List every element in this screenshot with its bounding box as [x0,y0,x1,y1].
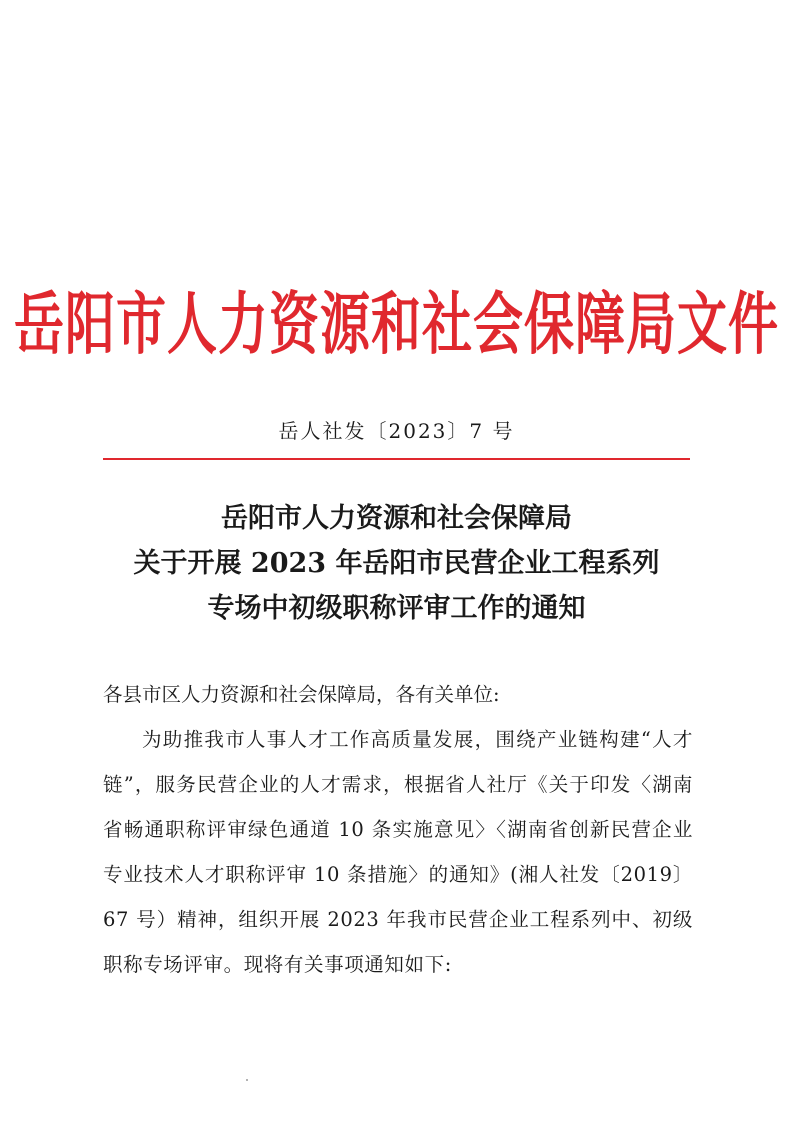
issuer-masthead: 岳阳市人力资源和社会保障局文件 [14,285,779,364]
title-line-2: 关于开展 2023 年岳阳市民营企业工程系列 [133,548,660,579]
notice-title [0,496,793,631]
document-number: 岳人社发〔2023〕7 号 [278,419,515,443]
red-divider-line [103,458,690,460]
title-line-1: 岳阳市人力资源和社会保障局 [221,503,572,534]
notice-body [103,672,693,987]
body-paragraph: 为助推我市人事人才工作高质量发展，围绕产业链构建“人才链”，服务民营企业的人才需求，根据省人社厅《关于印发〈湖南省畅通职称评审绿色通道 10 条实施意见〉〈湖南省创新民营企业专业技术人才职称评审 10 条措施〉的通知》(湘人社发〔2019〕67 号）精神，组织开展 2023 年我市民营企业工程系列中、初级职称专场评审。现将有关事项通知如下: [103,728,693,976]
scan-speck [246,1079,248,1081]
salutation: 各县市区人力资源和社会保障局，各有关单位: [103,683,500,706]
title-line-3: 专场中初级职称评审工作的通知 [207,593,586,624]
